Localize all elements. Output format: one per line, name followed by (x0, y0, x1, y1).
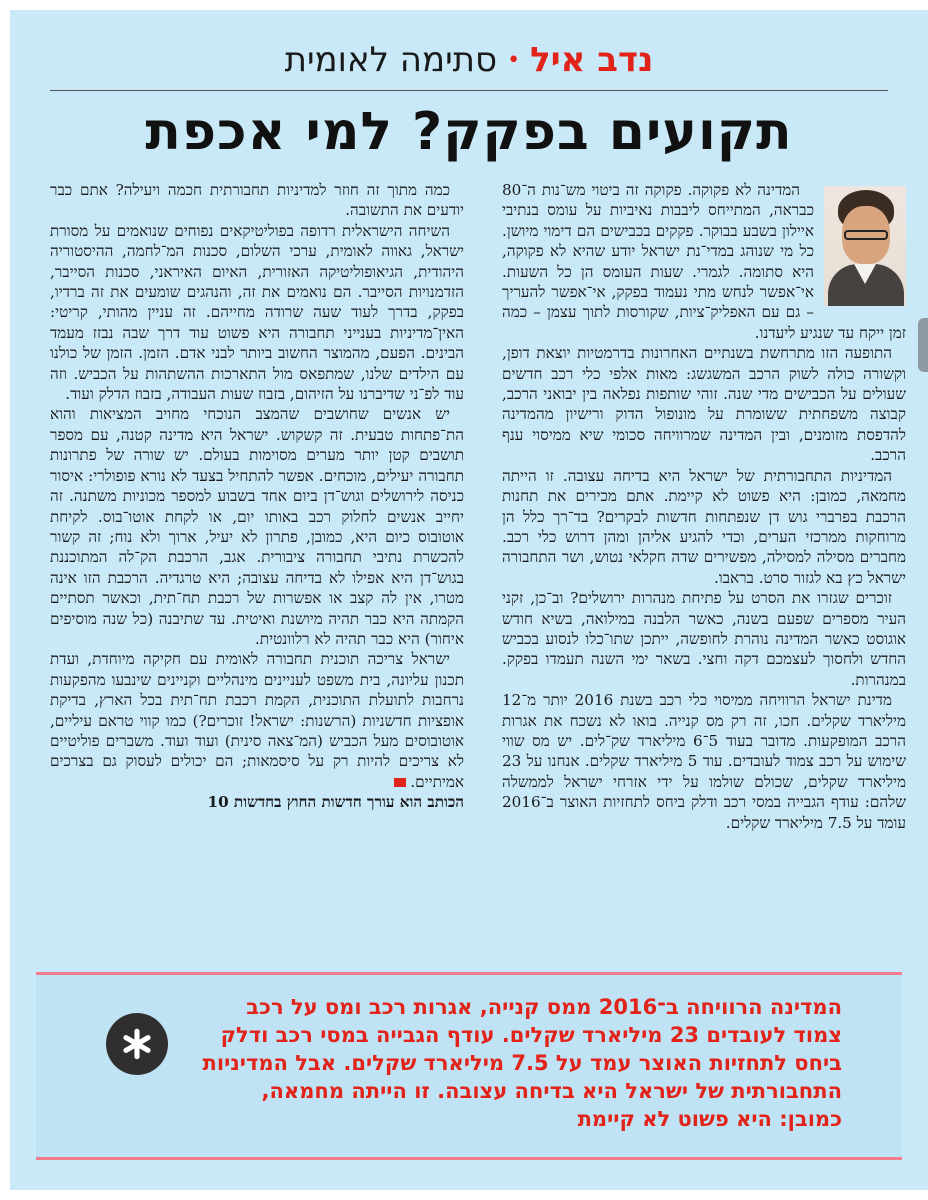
column-header (10, 40, 928, 80)
paragraph: כמה מתוך זה חוזר למדיניות תחבורתית חכמה ויעילה? אתם כבר יודעים את התשובה. (50, 181, 464, 220)
article-column-left (50, 180, 464, 940)
paragraph: התופעה הזו מתרחשת בשנתיים האחרונות בדרמטיות יוצאת דופן, וקשורה כולה לשוק הרכב המשגשג: מאות אלפי כלי רכב חדשים שעולים על הכבישים מדי שנה. זוהי שותפות נפלאה בין יבואני הרכב, קבוצה משפחתית ששומרת על מונופול הדוק ורישיון מהמדינה להדפסת מזומנים, ובין המדינה שמרוויחה סכומי שיא ממיסוי ענף הרכב. (502, 344, 906, 465)
newspaper-page (10, 10, 928, 1190)
asterisk-icon (106, 1013, 168, 1075)
author-credit: הכותב הוא עורך חדשות החוץ בחדשות 10 (207, 793, 464, 812)
article-column-right (502, 180, 906, 940)
author-photo (824, 186, 906, 306)
headline: תקועים בפקק? למי אכפת (145, 102, 793, 162)
end-square-icon (394, 778, 406, 787)
author-name: נדב איל (530, 40, 654, 80)
column-name: סתימה לאומית (284, 40, 498, 80)
pull-quote-box (36, 972, 902, 1160)
paragraph-text: ישראל צריכה תוכנית תחבורה לאומית עם חקיקה מיוחדת, ועדת תכנון עליונה, בית משפט לעניינים מינהליים וקניינים שינבעו מהפקעות נרחבות לתועלת התוכנית, הקמת רכבת תח־תית בכל הארץ, בדיקת אופציות חדשניות (הרשנות: ישראל! זוכרים?) כמו קווי טראם עיליים, אוטובוסים מעל הכביש (המ־צאה סינית) ועוד ועוד. משברים פוליטיים לא צריכים להיות רק על סיסמאות; הם יכולים לעסוק גם בצרכים אמיתיים. (50, 650, 464, 791)
header-separator: • (507, 47, 521, 73)
paragraph (50, 649, 464, 792)
paragraph: השיחה הישראלית רדופה בפוליטיקאים נפוחים שנואמים על מסורת ישראל, גאווה לאומית, ערכי השלום, סכנות המ־לחמה, ההיסטוריה היהודית, הגיאופוליטיקה האזורית, האיום האיראני, סכנות הסייבר, הזדמנויות הסייבר. הם נואמים את זה, והנהגים שומעים את זה ברדיו, בפקק, בדרך לעוד שעה שרודה מחייהם. זה עניין מהותי, קריטי: האין־מדיניות בענייני תחבורה היא פשוט עוד דרך שבה נבזז מעמד הבינים. הפעם, מהמוצר החשוב ביותר לבני אדם. הזמן. הזמן של כולנו עם הילדים שלנו, שמתפאס מול התארכות ההשתהות על הכביש. וזה עוד לפ־ני שדיברנו על הזיהום, בזבוז שעות העבודה, בזבוז הדלק ועוד. (50, 221, 464, 404)
paragraph: המדיניות התחבורתית של ישראל היא בדיחה עצובה. זו הייתה מחמאה, כמובן: היא פשוט לא קיימת. אתם מכירים את תחנות הרכבת בפרברי גוש דן שנפתחות חדשות לבקרים? בד־רך כלל הן מרוחקות ממרכזי הערים, וכדי להגיע אליהן ומהן דרוש כלי רכב. מחברים מסילה למסילה, מפשירים שדה חקלאי נטוש, ושר התחבורה ישראל כץ בא לגזור סרט. בראבו. (502, 466, 906, 587)
paragraph: יש אנשים שחושבים שהמצב הנוכחי מחויב המציאות והוא הת־פתחות טבעית. זה קשקוש. ישראל היא מדינה קטנה, עם מספר תושבים קטן יותר מערים מסוימות בעולם. יש שורה של פתרונות תחבורה יעילים, מוכחים. אפשר להתחיל בצעד לא נורא פופולרי: איסור כניסה לירושלים וגוש־דן ביום אחד בשבוע למספר מכוניות משתנה. זה יחייב אנשים לחלוק רכב באותו יום, או לקחת אוטו־בוס. לקיחת אוטובוס כיום היא, כמובן, פתרון לא יעיל, ארוך ולא נוח; זה קשור להכשרת נתיבי תחבורה ציבורית. אגב, הרכבת הק־לה המתוכננת בגוש־דן היא אפילו לא בדיחה עצובה; היא טרגדיה. הרכבת הזו אינה מטרו, אין לה קצב או אפשרות של רכבת תח־תית, וכאשר תסתיים הקמתה היא כבר תהיה מיושנת ואיטית. עד שתיבנה (כל שנה מוסיפים איחור) היא כבר תהיה לא רלוונטית. (50, 405, 464, 648)
paragraph: המדינה לא פקוקה. פקוקה זה ביטוי מש־נות ה־80 כבראה, המתייחס ליבבות נאיביות על עומס בנתיבי איילון בשבע בבוקר. פקקים בכבישים הם דימוי מיושן. כל מי שנוהג במדי־נת ישראל יודע שהיא לא פקוקה, היא סתומה. לגמרי. שעות העומס הן כל השעות. אי־אפשר לנחש מתי נעמוד בפקק, אי־אפשר להעריך – גם עם האפליק־ציות, שקורסות לתוך עצמן – כמה זמן ייקח עד שנגיע ליעדנו. (502, 181, 906, 342)
header-divider (50, 90, 888, 91)
paragraph: זוכרים שגזרו את הסרט על פתיחת מנהרות ירושלים? וב־כן, זקני העיר מספרים שפעם בשנה, כאשר הלבנה במילואה, בשיא חודש אוגוסט כאשר המדינה נוהרת לחופשה, ייתכן שתו־כלו לנסוע בכביש החדש ולחסוך לעצמכם דקה וחצי. בשאר ימי השנה תעמדו בפקק. במנהרות. (502, 589, 906, 689)
paragraph: מדינת ישראל הרוויחה ממיסוי כלי רכב בשנת 2016 יותר מ־12 מיליארד שקלים. חכו, זה רק מס קנייה. בואו לא נשכח את אגרות הרכב המופקעות. מדובר בעוד 5־6 מיליארד שק־לים. יש מס שווי שימוש על רכב צמוד לעובדים. עוד 5 מיליארד שקלים. אנחנו על 23 מיליארד שקלים, שכולם שולמו על ידי אזרחי ישראל לממשלה שלהם: עודף הגבייה במסי רכב ודלק ביחס לתחזיות האוצר ב־2016 עומד על 7.5 מיליארד שקלים. (502, 691, 906, 832)
pull-quote: המדינה הרוויחה ב־2016 ממס קנייה, אגרות רכב ומס על רכב צמוד לעובדים 23 מיליארד שקלים. עודף הגבייה במסי רכב ודלק ביחס לתחזיות האוצר עמד על 7.5 מיליארד שקלים. אבל המדיניות התחבורתית של ישראל היא בדיחה עצובה. זו הייתה מחמאה, כמובן: היא פשוט לא קיימת (202, 995, 842, 1131)
page-edge-tab (918, 318, 928, 372)
